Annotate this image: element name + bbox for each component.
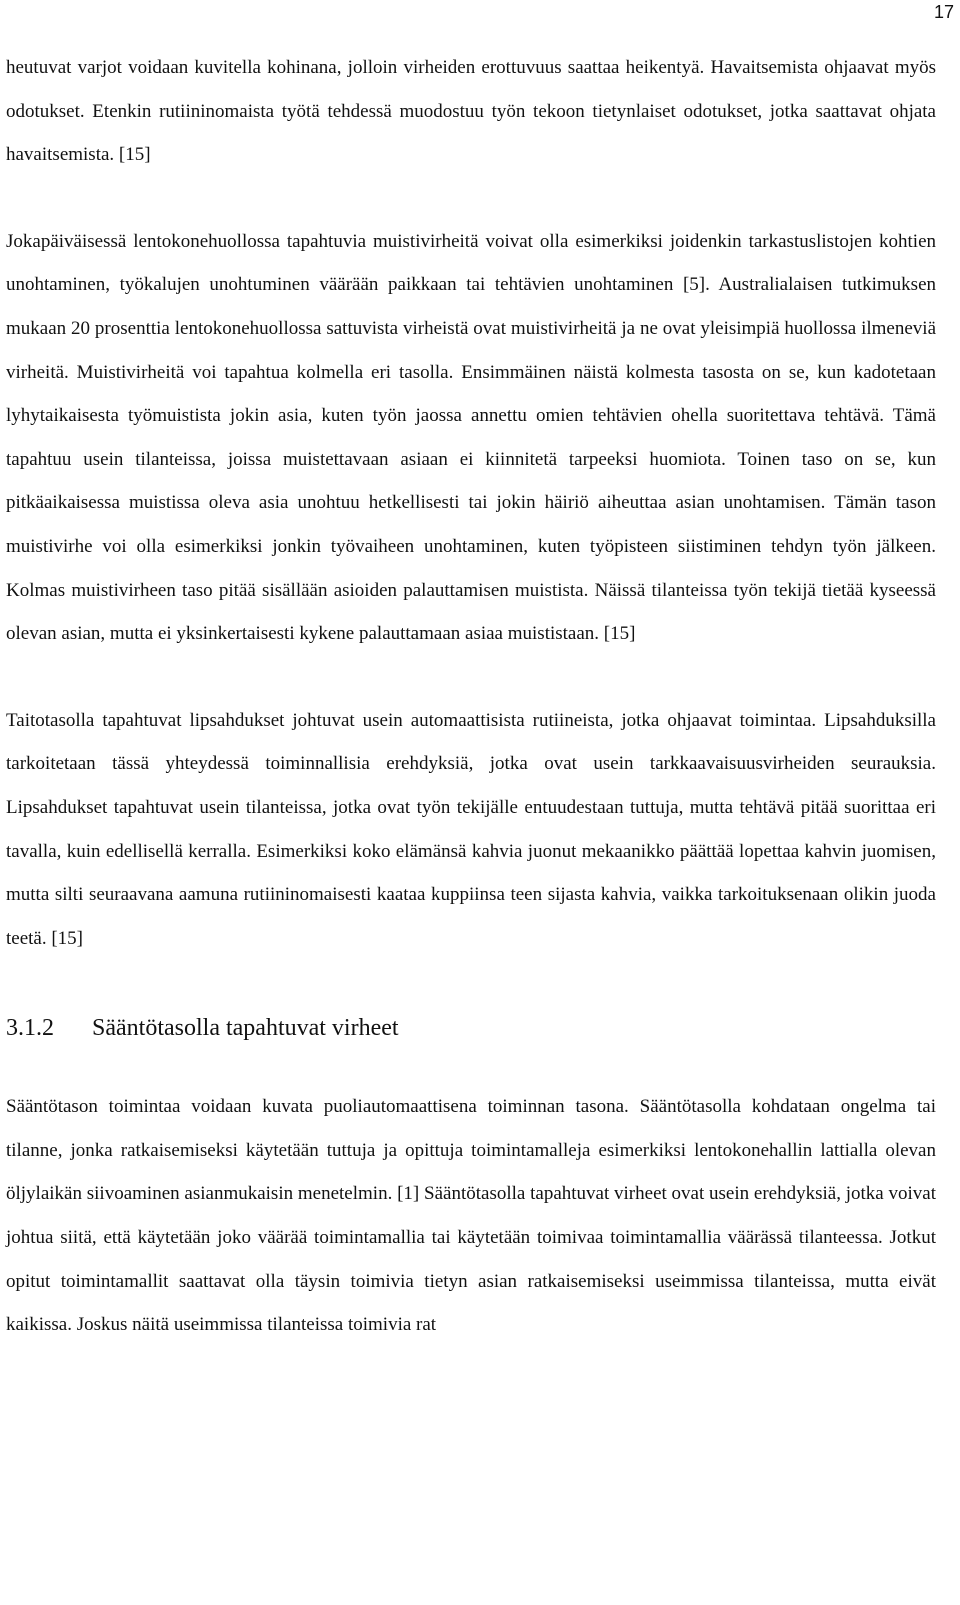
paragraph-spacer bbox=[6, 177, 936, 220]
heading-spacer bbox=[6, 1058, 936, 1085]
section-number: 3.1.2 bbox=[6, 1015, 54, 1042]
paragraph-spacer bbox=[6, 960, 936, 998]
section-heading bbox=[6, 998, 936, 1058]
paragraph-spacer bbox=[6, 656, 936, 699]
paragraph-rule-level: Sääntötason toimintaa voidaan kuvata puoliautomaattisena toiminnan tasona. Sääntötasolla kohdataan ongelma tai tilanne, jonka ratkaisemiseksi käytetään tuttuja ja opittuja toimintamalleja esimerkiksi lentokonehallin lattialla olevan öljylaikän siivoaminen asianmukaisin menetelmin. [1] Sääntötasolla tapahtuvat virheet ovat usein erehdyksiä, jotka voivat johtua siitä, että käytetään joko väärää toimintamallia tai käytetään toimivaa toimintamallia väärässä tilanteessa. Jotkut opitut toimintamallit saattavat olla täysin toimivia tietyn asian ratkaisemiseksi useimmissa tilanteissa, mutta eivät kaikissa. Joskus näitä useimmissa tilanteissa toimivia rat bbox=[6, 1096, 936, 1336]
paragraph-perception: heutuvat varjot voidaan kuvitella kohinana, jolloin virheiden erottuvuus saattaa heikentyä. Havaitsemista ohjaavat myös odotukset. Etenkin rutiininomaista työtä tehdessä muodostuu työn tekoon tietynlaiset odotukset, jotka saattavat ohjata havaitsemista. [15] bbox=[6, 57, 936, 166]
document-body bbox=[6, 46, 936, 1347]
page-number: 17 bbox=[933, 2, 954, 22]
paragraph-memory-errors: Jokapäiväisessä lentokonehuollossa tapahtuvia muistivirheitä voivat olla esimerkiksi joidenkin tarkastuslistojen kohtien unohtaminen, työkalujen unohtuminen väärään paikkaan tai tehtävien unohtaminen [5]. Australialaisen tutkimuksen mukaan 20 prosenttia lentokonehuollossa sattuvista virheistä ovat muistivirheitä ja ne ovat yleisimpiä huollossa ilmeneviä virheitä. Muistivirheitä voi tapahtua kolmella eri tasolla. Ensimmäinen näistä kolmesta tasosta on se, kun kadotetaan lyhytaikaisesta työmuistista jokin asia, kuten työn jaossa annettu omien tehtävien ohella suoritettava tehtävä. Tämä tapahtuu usein tilanteissa, joissa muistettavaan asiaan ei kiinnitetä tarpeeksi huomiota. Toinen taso on se, kun pitkäaikaisessa muistissa oleva asia unohtuu hetkellisesti tai jokin häiriö aiheuttaa asian unohtamisen. Tämän tason muistivirhe voi olla esimerkiksi jonkin työvaiheen unohtaminen, kuten työpisteen siistiminen tehdyn työn jälkeen. Kolmas muistivirheen taso pitää sisällään asioiden palauttamisen muistista. Näissä tilanteissa työn tekijä tietää kyseessä olevan asian, mutta ei yksinkertaisesti kykene palauttamaan asiaa muististaan. [15] bbox=[6, 230, 936, 645]
paragraph-skill-slips: Taitotasolla tapahtuvat lipsahdukset johtuvat usein automaattisista rutiineista, jotka ohjaavat toimintaa. Lipsahduksilla tarkoitetaan tässä yhteydessä toiminnallisia erehdyksiä, jotka ovat usein tarkkaavaisuusvirheiden seurauksia. Lipsahdukset tapahtuvat usein tilanteissa, jotka ovat työn tekijälle entuudestaan tuttuja, mutta tehtävä pitää suorittaa eri tavalla, kuin edellisellä kerralla. Esimerkiksi koko elämänsä kahvia juonut mekaanikko päättää lopettaa kahvin juomisen, mutta silti seuraavana aamuna rutiininomaisesti kaataa kuppiinsa teen sijasta kahvia, vaikka tarkoituksenaan olikin juoda teetä. [15] bbox=[6, 709, 936, 949]
section-title: Sääntötasolla tapahtuvat virheet bbox=[92, 1015, 399, 1042]
